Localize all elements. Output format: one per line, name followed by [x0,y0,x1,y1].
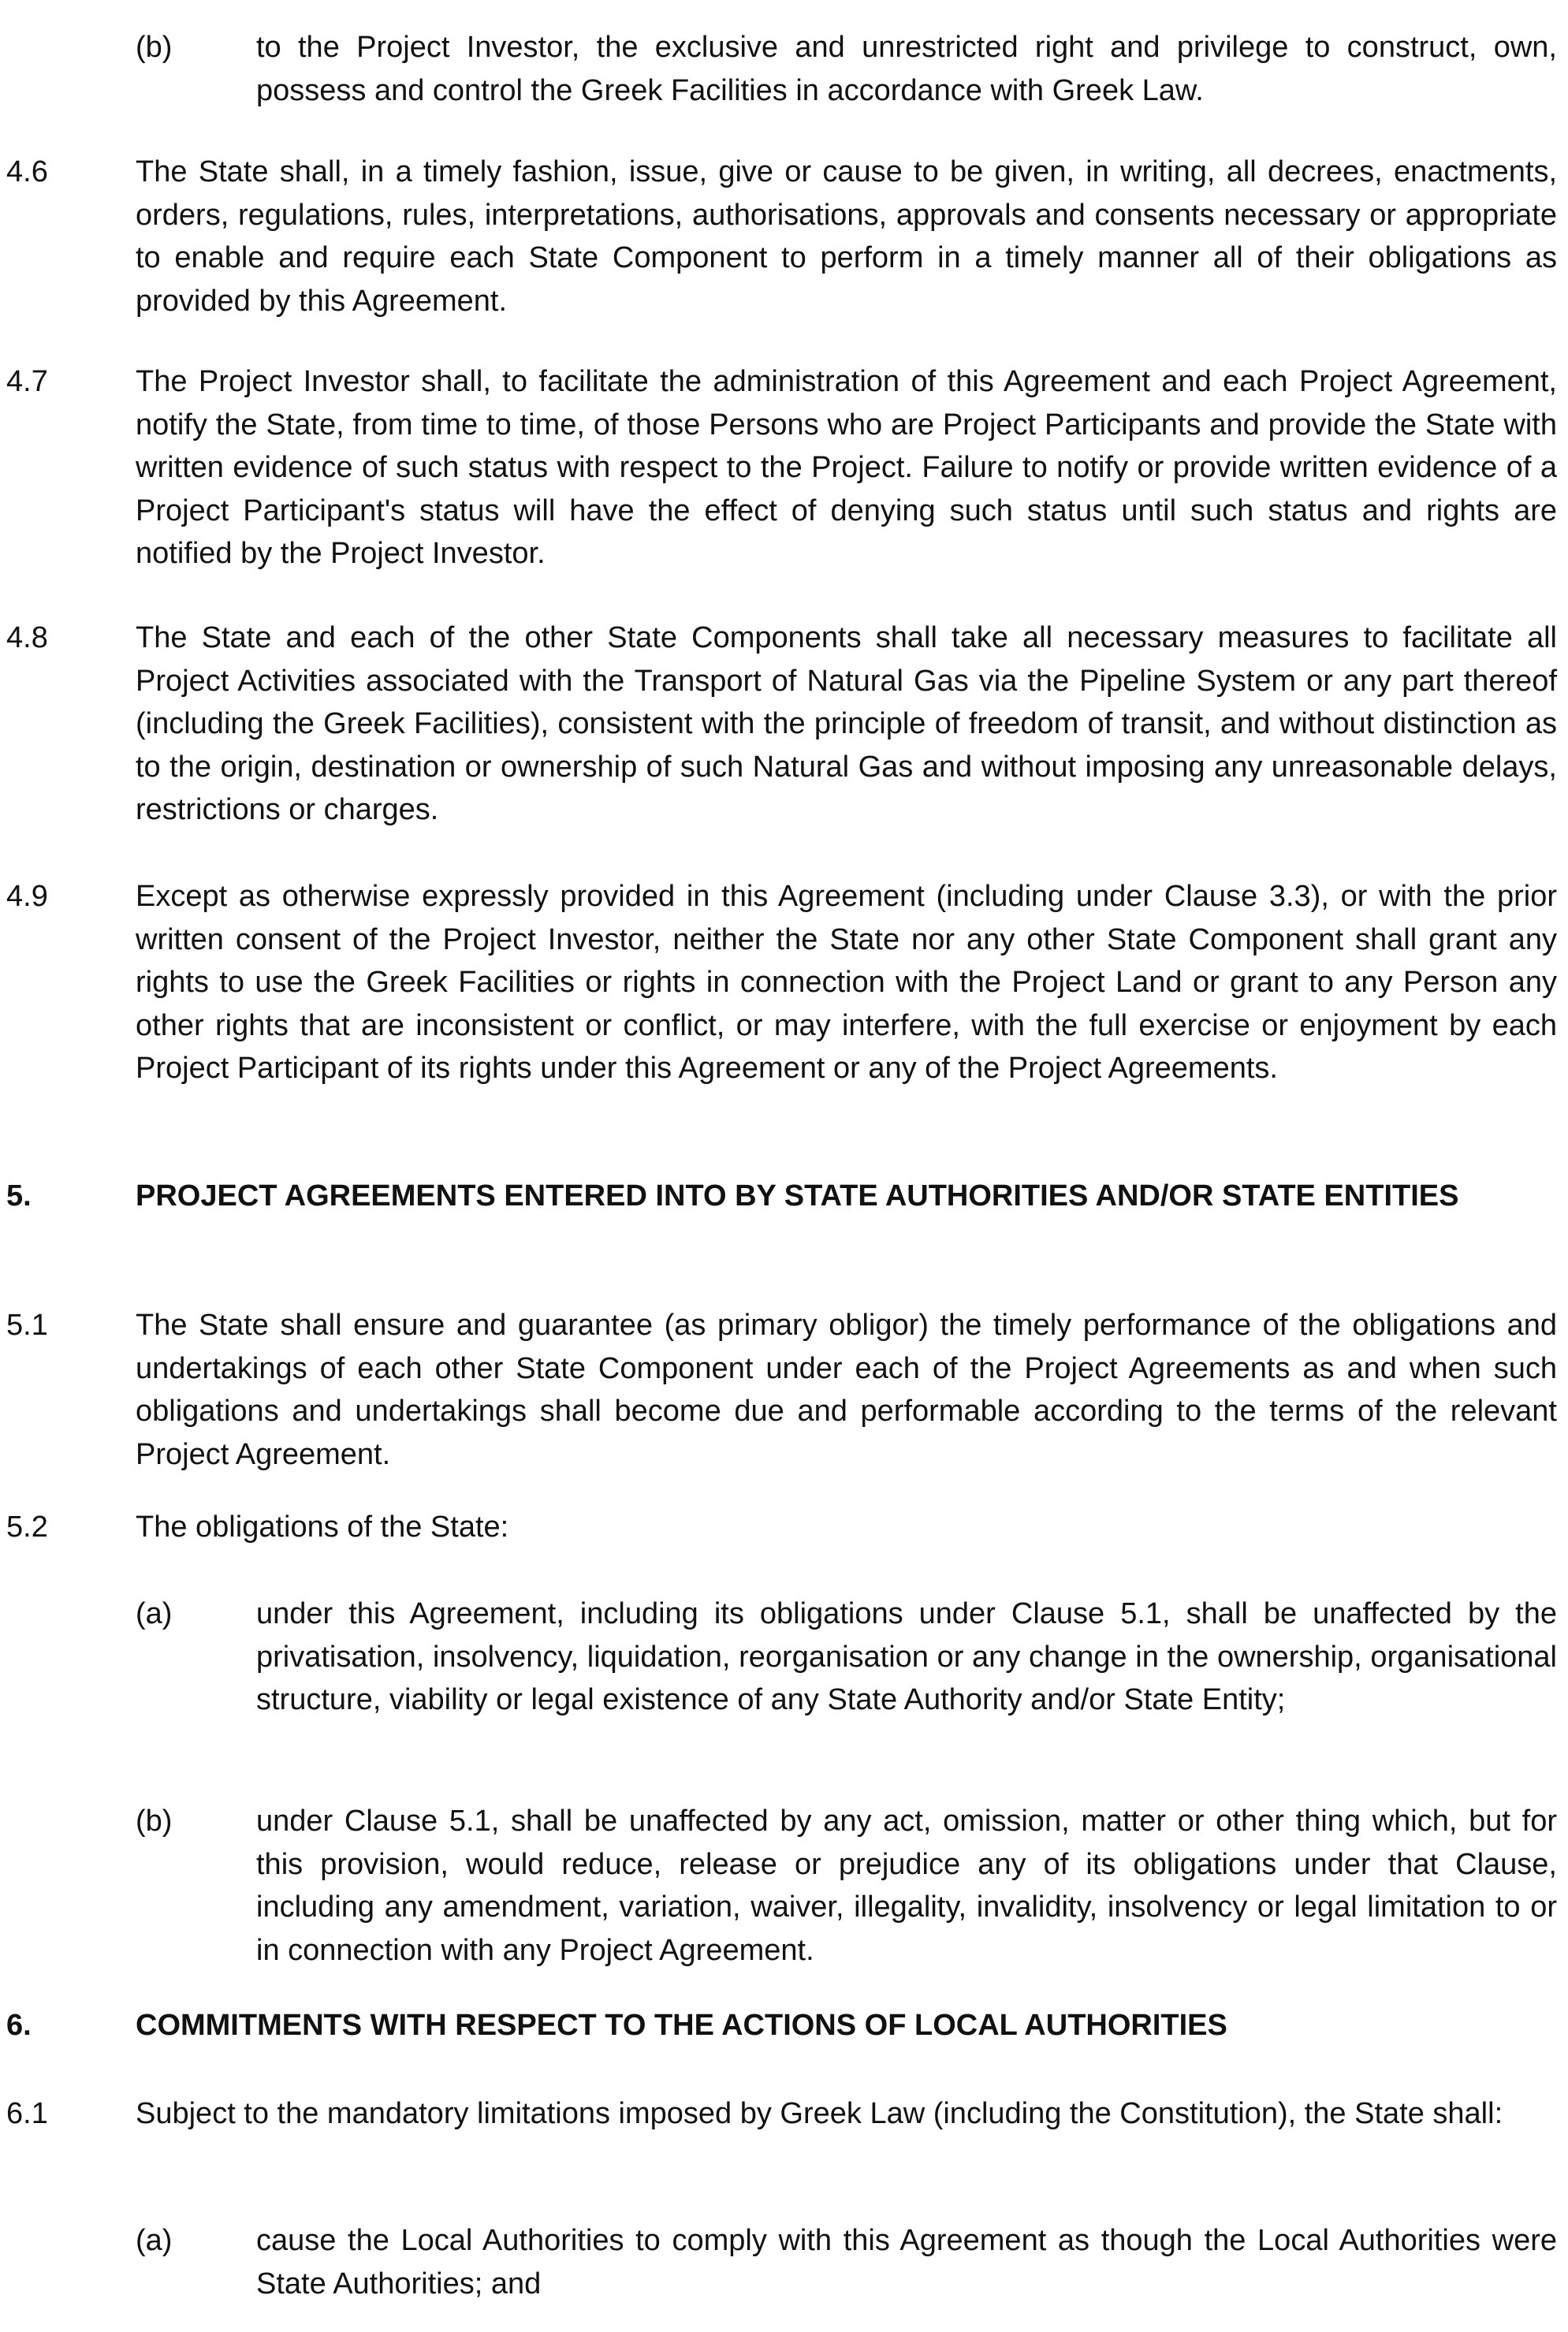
section-title: PROJECT AGREEMENTS ENTERED INTO BY STATE AUTHORITIES AND/OR STATE ENTITIES [136,1179,1459,1213]
section-title: COMMITMENTS WITH RESPECT TO THE ACTIONS OF LOCAL AUTHORITIES [136,2009,1227,2042]
clause-text: Subject to the mandatory limitations imposed by Greek Law (including the Constitution), the State shall: [136,2097,1503,2130]
clause-number: 5.1 [6,1309,48,1342]
sub-clause-label: (b) [136,1805,173,1838]
clause-4-9 [0,875,1557,1090]
clause-number: 5.2 [6,1511,48,1544]
clause-4-8 [0,617,1557,832]
section-5-heading [0,1175,1557,1218]
clause-number: 6.1 [6,2097,48,2130]
clause-text: The State and each of the other State Components shall take all necessary measures to facilitate all Project Activities associated with the Transport of Natural Gas via the Pipeline System or any part thereof (including the Greek Facilities), consistent with the principle of freedom of transit, and without distinction as to the origin, destination or ownership of such Natural Gas and without imposing any unreasonable delays, restrictions or charges. [136,621,1557,826]
sub-clause-label: (a) [136,1597,173,1630]
clause-text: The obligations of the State: [136,1511,509,1544]
section-number: 6. [6,2009,32,2042]
clause-6-1 [0,2092,1557,2136]
clause-5-2-b [0,1800,1557,1972]
sub-clause-text: to the Project Investor, the exclusive and unrestricted right and privilege to construct, own, possess and control the Greek Facilities in accordance with Greek Law. [256,31,1557,107]
clause-4-7 [0,360,1557,576]
clause-4-5-b [0,26,1557,112]
clause-text: The State shall ensure and guarantee (as primary obligor) the timely performance of the obligations and undertakings of each other State Component under each of the Project Agreements as and when such obligations and undertakings shall become due and performable according to the terms of the relevant Project Agreement. [136,1309,1557,1471]
clause-text: The Project Investor shall, to facilitate the administration of this Agreement and each Project Agreement, notify the State, from time to time, of those Persons who are Project Participants and provide the State with written evidence of such status with respect to the Project. Failure to notify or provide written evidence of a Project Participant's status will have the effect of denying such status until such status and rights are notified by the Project Investor. [136,365,1557,570]
clause-number: 4.9 [6,880,48,913]
clause-number: 4.8 [6,621,48,654]
sub-clause-text: under this Agreement, including its obligations under Clause 5.1, shall be unaffected by the privatisation, insolvency, liquidation, reorganisation or any change in the ownership, organisational structure, viability or legal existence of any State Authority and/or State Entity; [256,1597,1557,1716]
sub-clause-label: (b) [136,31,173,64]
clause-text: The State shall, in a timely fashion, issue, give or cause to be given, in writing, all decrees, enactments, orders, regulations, rules, interpretations, authorisations, approvals and consents necessary or appropriate to enable and require each State Component to perform in a timely manner all of their obligations as provided by this Agreement. [136,155,1557,318]
sub-clause-label: (a) [136,2224,173,2257]
clause-4-6 [0,151,1557,322]
clause-number: 4.6 [6,155,48,188]
section-number: 5. [6,1179,32,1213]
sub-clause-text: under Clause 5.1, shall be unaffected by any act, omission, matter or other thing which, but for this provision, would reduce, release or prejudice any of its obligations under that Clause, including any amendment, variation, waiver, illegality, invalidity, insolvency or legal limitation to or in connection with any Project Agreement. [256,1805,1557,1967]
clause-5-2-a [0,1593,1557,1722]
clause-5-1 [0,1304,1557,1476]
section-6-heading [0,2004,1557,2047]
clause-number: 4.7 [6,365,48,398]
clause-6-1-a [0,2219,1557,2305]
clause-text: Except as otherwise expressly provided in this Agreement (including under Clause 3.3), or with the prior written consent of the Project Investor, neither the State nor any other State Component shall grant any rights to use the Greek Facilities or rights in connection with the Project Land or grant to any Person any other rights that are inconsistent or conflict, or may interfere, with the full exercise or enjoyment by each Project Participant of its rights under this Agreement or any of the Project Agreements. [136,880,1557,1085]
clause-5-2 [0,1506,1557,1549]
sub-clause-text: cause the Local Authorities to comply with this Agreement as though the Local Authorities were State Authorities; and [256,2224,1557,2300]
